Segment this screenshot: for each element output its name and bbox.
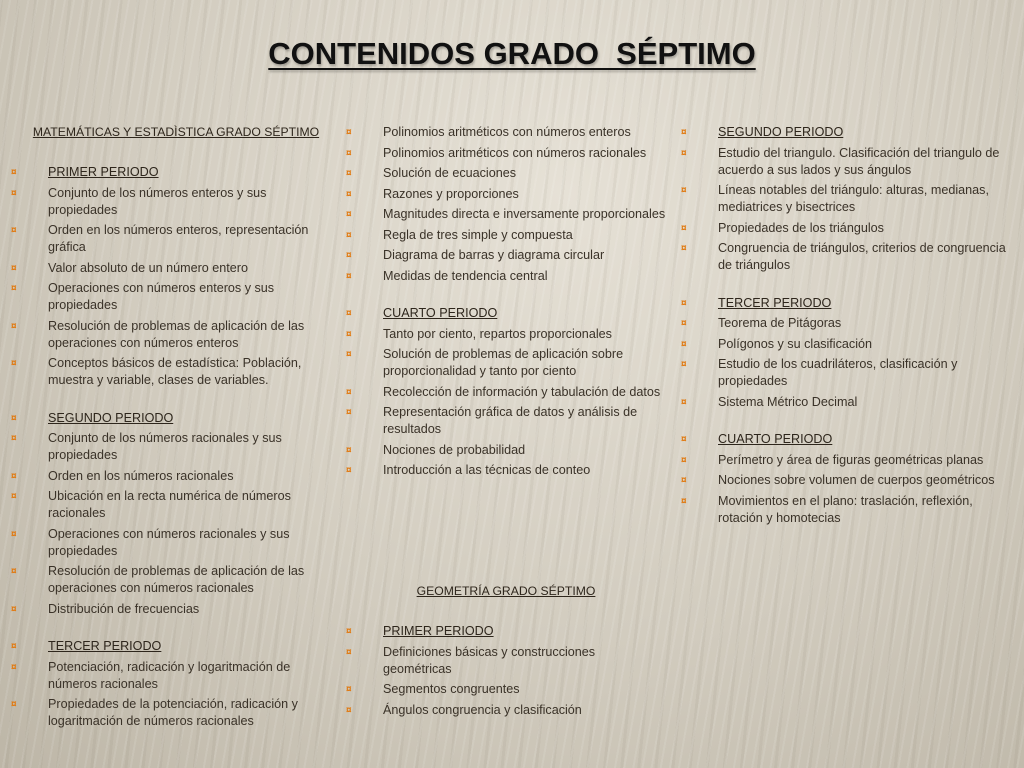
spacer <box>680 414 1016 431</box>
list-item <box>680 240 1016 274</box>
list-item-text: Resolución de problemas de aplicación de las operaciones con números enteros <box>48 318 305 350</box>
bullet-icon: ¤ <box>681 147 687 159</box>
bullet-icon: ¤ <box>681 318 687 329</box>
list-item <box>345 268 667 285</box>
list-item <box>345 644 667 678</box>
list-item-text: Orden en los números racionales <box>48 468 234 483</box>
period-heading: SEGUNDO PERIODO <box>48 410 174 425</box>
spacer <box>10 621 332 638</box>
list-item <box>680 220 1016 237</box>
list-item <box>345 206 667 223</box>
bullet-icon: ¤ <box>681 396 687 408</box>
math-section-heading: MATEMÁTICAS Y ESTADÌSTICA GRADO SÉPTIMO <box>32 125 320 139</box>
list-item-text: Orden en los números enteros, representación gráfica <box>48 223 309 254</box>
bullet-icon: ¤ <box>11 412 17 424</box>
list-item <box>345 384 667 401</box>
list-item-text: Teorema de Pitágoras <box>718 316 842 330</box>
list-item <box>680 336 1016 353</box>
bullet-icon: ¤ <box>346 168 352 179</box>
list-item <box>10 430 332 464</box>
period-heading-item <box>10 164 332 181</box>
list-item-text: Congruencia de triángulos, criterios de congruencia de triángulos <box>718 241 1006 272</box>
list-item-text: Estudio del triangulo. Clasificación del triangulo de acuerdo a sus lados y sus ángulos <box>718 145 1000 177</box>
list-item <box>345 346 667 380</box>
bullet-icon: ¤ <box>346 328 352 340</box>
bullet-icon: ¤ <box>11 433 17 444</box>
geometry-section-heading: GEOMETRÍA GRADO SÉPTIMO <box>416 584 596 598</box>
list-item <box>345 326 667 343</box>
period-heading: PRIMER PERIODO <box>383 624 494 638</box>
list-item <box>10 601 332 618</box>
list-item-text: Solución de problemas de aplicación sobre proporcionalidad y tanto por ciento <box>383 347 624 378</box>
math-column-2 <box>345 124 667 483</box>
bullet-icon: ¤ <box>346 127 352 138</box>
list-item <box>10 488 332 522</box>
period-heading: CUARTO PERIODO <box>383 306 498 320</box>
list-item <box>10 696 332 730</box>
list-item <box>345 145 667 162</box>
period-heading-item <box>345 305 667 322</box>
list-item <box>345 702 667 719</box>
list-item-text: Estudio de los cuadriláteros, clasificación y propiedades <box>718 357 958 388</box>
bullet-icon: ¤ <box>11 603 17 615</box>
list-item-text: Perímetro y área de figuras geométricas planas <box>718 452 984 467</box>
bullet-icon: ¤ <box>346 704 352 716</box>
content-list <box>345 124 667 479</box>
list-item <box>345 681 667 698</box>
list-item-text: Segmentos congruentes <box>383 682 520 696</box>
geometry-column <box>680 124 1016 530</box>
period-heading-item <box>680 295 1016 312</box>
list-item <box>680 452 1016 469</box>
content-list <box>10 164 332 730</box>
bullet-icon: ¤ <box>681 127 687 138</box>
list-item <box>680 356 1016 390</box>
bullet-icon: ¤ <box>11 320 17 332</box>
list-item-text: Ubicación en la recta numérica de números racionales <box>48 489 291 520</box>
bullet-icon: ¤ <box>346 229 352 241</box>
list-item-text: Recolección de información y tabulación de datos <box>383 384 661 399</box>
page-title: CONTENIDOS GRADO SÉPTIMO <box>268 36 756 71</box>
bullet-icon: ¤ <box>11 167 17 178</box>
list-item-text: Operaciones con números racionales y sus propiedades <box>48 526 290 558</box>
bullet-icon: ¤ <box>346 386 352 398</box>
period-heading-item <box>10 410 332 427</box>
geometry-section <box>345 583 667 722</box>
list-item <box>10 280 332 314</box>
list-item-text: Nociones de probabilidad <box>383 442 526 457</box>
list-item-text: Movimientos en el plano: traslación, reflexión, rotación y homotecias <box>718 493 973 525</box>
list-item <box>10 260 332 277</box>
list-item-text: Representación gráfica de datos y análisis de resultados <box>383 405 638 436</box>
bullet-icon: ¤ <box>346 250 352 261</box>
bullet-icon: ¤ <box>11 283 17 294</box>
bullet-icon: ¤ <box>346 270 352 282</box>
bullet-icon: ¤ <box>346 407 352 418</box>
period-heading: TERCER PERIODO <box>718 295 832 310</box>
bullet-icon: ¤ <box>346 349 352 360</box>
bullet-icon: ¤ <box>346 188 352 200</box>
list-item-text: Distribución de frecuencias <box>48 601 200 616</box>
list-item <box>10 318 332 352</box>
list-item <box>10 185 332 219</box>
list-item-text: Propiedades de la potenciación, radicación y logaritmación de números racionales <box>48 697 298 728</box>
bullet-icon: ¤ <box>11 661 17 673</box>
list-item <box>345 165 667 182</box>
bullet-icon: ¤ <box>11 225 17 236</box>
bullet-icon: ¤ <box>681 338 687 350</box>
list-item <box>680 472 1016 489</box>
list-item-text: Nociones sobre volumen de cuerpos geométricos <box>718 473 995 487</box>
list-item <box>10 526 332 560</box>
list-item <box>10 355 332 389</box>
bullet-icon: ¤ <box>346 646 352 658</box>
spacer <box>10 393 332 410</box>
bullet-icon: ¤ <box>681 297 687 309</box>
bullet-icon: ¤ <box>11 566 17 577</box>
list-item-text: Conjunto de los números racionales y sus propiedades <box>48 431 282 462</box>
list-item-text: Tanto por ciento, repartos proporcionales <box>383 326 612 341</box>
content-list <box>680 124 1016 527</box>
list-item-text: Conjunto de los números enteros y sus propiedades <box>48 185 267 217</box>
list-item-text: Definiciones básicas y construcciones geométricas <box>383 644 596 676</box>
list-item-text: Diagrama de barras y diagrama circular <box>383 248 605 262</box>
period-heading: PRIMER PERIODO <box>48 165 159 179</box>
bullet-icon: ¤ <box>681 475 687 486</box>
bullet-icon: ¤ <box>11 528 17 540</box>
list-item-text: Solución de ecuaciones <box>383 166 517 180</box>
bullet-icon: ¤ <box>681 185 687 196</box>
list-item-text: Regla de tres simple y compuesta <box>383 227 573 242</box>
list-item-text: Ángulos congruencia y clasificación <box>383 702 582 717</box>
bullet-icon: ¤ <box>11 491 17 502</box>
bullet-icon: ¤ <box>346 209 352 220</box>
list-item-text: Polígonos y su clasificación <box>718 336 873 351</box>
list-item-text: Sistema Métrico Decimal <box>718 394 858 409</box>
bullet-icon: ¤ <box>11 470 17 482</box>
list-item <box>680 493 1016 527</box>
list-item <box>680 182 1016 216</box>
list-item <box>680 145 1016 179</box>
period-heading: CUARTO PERIODO <box>718 432 833 446</box>
period-heading-item <box>680 431 1016 448</box>
bullet-icon: ¤ <box>346 147 352 159</box>
bullet-icon: ¤ <box>346 626 352 637</box>
bullet-icon: ¤ <box>346 465 352 476</box>
list-item-text: Propiedades de los triángulos <box>718 220 884 235</box>
list-item-text: Conceptos básicos de estadística: Población, muestra y variable, clases de variables. <box>48 356 302 387</box>
list-item <box>10 468 332 485</box>
period-heading-item <box>345 623 667 640</box>
list-item-text: Introducción a las técnicas de conteo <box>383 463 591 477</box>
list-item-text: Polinomios aritméticos con números enteros <box>383 125 631 139</box>
list-item <box>10 659 332 693</box>
list-item-text: Operaciones con números enteros y sus propiedades <box>48 281 275 312</box>
bullet-icon: ¤ <box>346 444 352 456</box>
math-column-1 <box>10 124 332 734</box>
list-item <box>680 315 1016 332</box>
list-item <box>345 186 667 203</box>
list-item <box>345 227 667 244</box>
content-list <box>345 623 667 719</box>
list-item-text: Valor absoluto de un número entero <box>48 260 248 275</box>
list-item-text: Líneas notables del triángulo: alturas, medianas, mediatrices y bisectrices <box>718 183 989 214</box>
list-item <box>345 404 667 438</box>
bullet-icon: ¤ <box>346 684 352 695</box>
list-item-text: Magnitudes directa e inversamente proporcionales <box>383 207 666 221</box>
bullet-icon: ¤ <box>11 187 17 199</box>
spacer <box>345 288 667 305</box>
bullet-icon: ¤ <box>11 641 17 652</box>
bullet-icon: ¤ <box>681 454 687 466</box>
list-item <box>10 222 332 256</box>
period-heading: TERCER PERIODO <box>48 639 162 653</box>
bullet-icon: ¤ <box>681 222 687 234</box>
period-heading: SEGUNDO PERIODO <box>718 125 844 139</box>
bullet-icon: ¤ <box>681 434 687 445</box>
list-item <box>345 442 667 459</box>
list-item <box>680 394 1016 411</box>
list-item <box>10 563 332 597</box>
period-heading-item <box>10 638 332 655</box>
list-item-text: Resolución de problemas de aplicación de las operaciones con números racionales <box>48 564 305 595</box>
bullet-icon: ¤ <box>11 699 17 710</box>
list-item-text: Polinomios aritméticos con números racionales <box>383 145 647 160</box>
bullet-icon: ¤ <box>681 359 687 370</box>
list-item-text: Potenciación, radicación y logaritmación de números racionales <box>48 659 291 691</box>
bullet-icon: ¤ <box>346 308 352 319</box>
list-item-text: Razones y proporciones <box>383 186 519 201</box>
bullet-icon: ¤ <box>11 358 17 369</box>
bullet-icon: ¤ <box>681 495 687 507</box>
list-item-text: Medidas de tendencia central <box>383 268 548 283</box>
list-item <box>345 247 667 264</box>
bullet-icon: ¤ <box>681 243 687 254</box>
spacer <box>680 278 1016 295</box>
list-item <box>345 124 667 141</box>
bullet-icon: ¤ <box>11 262 17 274</box>
period-heading-item <box>680 124 1016 141</box>
list-item <box>345 462 667 479</box>
